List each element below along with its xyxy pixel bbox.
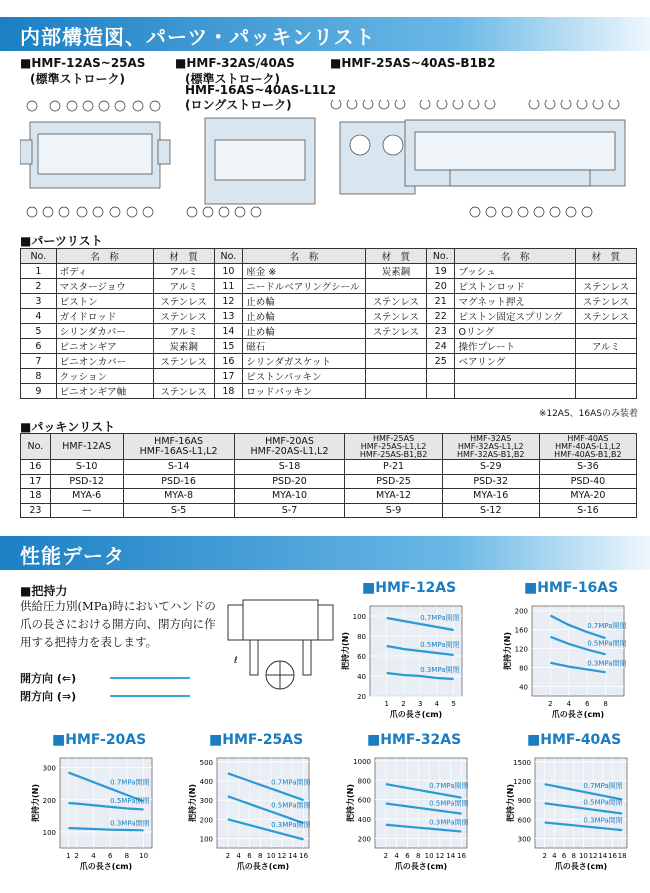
x-tick-label: 16 <box>299 852 309 860</box>
x-tick-label: 4 <box>91 852 96 860</box>
y-tick-label: 40 <box>357 673 366 681</box>
part-name: シリンダガスケット <box>243 354 366 369</box>
part-name: 座金 ※ <box>243 264 366 279</box>
x-tick-label: 2 <box>383 852 389 860</box>
packing-cell: 18 <box>21 489 51 504</box>
legend-close-label: 閉方向 (⇒) <box>20 690 77 703</box>
y-tick-label: 500 <box>199 758 213 767</box>
series-label: 0.5MPa開閉 <box>110 796 150 805</box>
y-tick-label: 80 <box>519 664 528 673</box>
packing-cell: PSD-16 <box>123 474 234 489</box>
y-tick-label: 1200 <box>513 777 531 786</box>
parts-row <box>21 324 637 339</box>
part-name: 止め輪 <box>243 294 366 309</box>
chart-title: ■HMF-16AS <box>524 580 619 596</box>
y-axis-label: 把持力(N) <box>346 783 355 823</box>
part-no: 17 <box>214 369 243 384</box>
part-material: ステンレス <box>153 309 214 324</box>
part-material <box>365 279 426 294</box>
y-tick-label: 20 <box>357 693 366 701</box>
part-material: ステンレス <box>575 294 636 309</box>
series-label: 0.3MPa開閉 <box>110 819 150 828</box>
packing-cell: MYA-20 <box>539 489 636 504</box>
part-material: アルミ <box>153 264 214 279</box>
y-tick-label: 200 <box>199 816 213 825</box>
packing-header-row <box>21 434 637 460</box>
packing-cell: MYA-12 <box>345 489 442 504</box>
part-material: ステンレス <box>365 309 426 324</box>
x-axis-label: 爪の長さ(cm) <box>389 710 443 719</box>
part-material <box>575 354 636 369</box>
chart-hmf-12as <box>340 580 462 719</box>
series-label: 0.5MPa開閉 <box>429 799 469 808</box>
part-no: 18 <box>214 384 243 399</box>
chart-hmf-32as <box>345 732 468 871</box>
packing-cell: 16 <box>21 460 51 475</box>
parts-list-title: ■パーツリスト <box>20 234 103 248</box>
part-no: 23 <box>426 324 455 339</box>
packing-body <box>21 460 637 518</box>
y-tick-label: 100 <box>352 613 366 621</box>
y-axis-label: 把持力(N) <box>503 631 512 671</box>
part-no: 15 <box>214 339 243 354</box>
part-name: ニードルベアリングシール <box>243 279 366 294</box>
part-no: 10 <box>214 264 243 279</box>
y-tick-label: 600 <box>517 816 531 825</box>
packing-cell: PSD-12 <box>50 474 123 489</box>
series-label: 0.3MPa開閉 <box>420 666 460 674</box>
x-tick-label: 12 <box>588 852 598 860</box>
section-banner-structure <box>0 17 650 51</box>
chart-title: ■HMF-40AS <box>527 732 622 748</box>
part-name: ピニオンカバー <box>56 354 153 369</box>
section-banner-performance <box>0 536 650 570</box>
series-label: 0.3MPa開閉 <box>271 820 311 829</box>
x-axis-label: 爪の長さ(cm) <box>551 710 605 719</box>
packing-cell: S-9 <box>345 503 442 518</box>
part-name: 止め輪 <box>243 309 366 324</box>
h-no-1: No. <box>21 249 57 264</box>
packing-cell: PSD-20 <box>234 474 345 489</box>
x-tick-label: 2 <box>74 852 79 860</box>
packing-cell: PSD-32 <box>442 474 539 489</box>
part-material <box>365 369 426 384</box>
y-tick-label: 200 <box>42 796 56 805</box>
part-material: ステンレス <box>575 279 636 294</box>
x-axis-label: 爪の長さ(cm) <box>554 862 608 871</box>
parts-row <box>21 369 637 384</box>
part-material <box>365 354 426 369</box>
packing-header: HMF-32AS HMF-32AS-L1,L2 HMF-32AS-B1,B2 <box>442 434 539 460</box>
part-no <box>426 384 455 399</box>
packing-cell: S-29 <box>442 460 539 475</box>
grip-force-charts <box>0 570 650 893</box>
banner-title: 内部構造図、パーツ・パッキンリスト <box>20 25 376 49</box>
part-no: 21 <box>426 294 455 309</box>
diagram1-title: ■HMF-12AS~25AS <box>20 56 146 70</box>
x-tick-label: 4 <box>434 700 440 708</box>
part-name: 操作プレート <box>455 339 575 354</box>
part-name: ピストン固定スプリング <box>455 309 575 324</box>
diagram2-sub2: HMF-16AS~40AS-L1L2 <box>185 83 337 97</box>
part-name: 止め輪 <box>243 324 366 339</box>
x-tick-label: 3 <box>417 700 423 708</box>
part-no: 13 <box>214 309 243 324</box>
legend-open-label: 開方向 (⇐) <box>20 672 77 685</box>
y-axis-label: 把持力(N) <box>31 783 40 823</box>
packing-cell: S-10 <box>50 460 123 475</box>
chart-hmf-20as <box>30 732 152 871</box>
y-axis-label: 把持力(N) <box>188 783 197 823</box>
part-no: 4 <box>21 309 57 324</box>
x-tick-label: 4 <box>236 852 241 860</box>
x-tick-label: 14 <box>446 852 456 860</box>
plot-area <box>532 606 627 696</box>
x-tick-label: 16 <box>608 852 617 860</box>
packing-cell: MYA-10 <box>234 489 345 504</box>
part-no: 12 <box>214 294 243 309</box>
packing-cell: S-12 <box>442 503 539 518</box>
part-material <box>365 339 426 354</box>
x-axis-label: 爪の長さ(cm) <box>79 862 133 871</box>
parts-header-row <box>21 249 637 264</box>
h-mat-1: 材 質 <box>153 249 214 264</box>
x-tick-label: 4 <box>566 700 572 708</box>
packing-cell: P-21 <box>345 460 442 475</box>
parts-row <box>21 294 637 309</box>
series-label: 0.7MPa開閉 <box>587 622 627 631</box>
x-tick-label: 1 <box>384 700 389 708</box>
part-material: ステンレス <box>575 309 636 324</box>
part-no <box>426 369 455 384</box>
series-label: 0.7MPa開閉 <box>420 614 460 622</box>
part-no: 1 <box>21 264 57 279</box>
part-material: ステンレス <box>153 354 214 369</box>
y-tick-label: 300 <box>42 764 56 773</box>
part-no: 20 <box>426 279 455 294</box>
part-no: 8 <box>21 369 57 384</box>
packing-cell: MYA-16 <box>442 489 539 504</box>
x-tick-label: 1 <box>66 852 71 860</box>
y-tick-label: 400 <box>357 815 371 824</box>
h-no-3: No. <box>426 249 455 264</box>
part-name: ピニオンギア <box>56 339 153 354</box>
part-material: 炭素鋼 <box>153 339 214 354</box>
chart-hmf-25as <box>187 732 310 871</box>
x-tick-label: 5 <box>451 700 456 708</box>
part-name: ピニオンギア軸 <box>56 384 153 399</box>
part-name: ブッシュ <box>455 264 575 279</box>
packing-header: HMF-12AS <box>50 434 123 460</box>
y-axis-label: 把持力(N) <box>506 783 515 823</box>
diagram1-subtitle: (標準ストローク) <box>30 72 125 86</box>
part-material: ステンレス <box>153 294 214 309</box>
x-tick-label: 6 <box>107 852 113 860</box>
part-name: ベアリング <box>455 354 575 369</box>
part-material <box>575 384 636 399</box>
part-material <box>575 264 636 279</box>
packing-header: HMF-16AS HMF-16AS-L1,L2 <box>123 434 234 460</box>
chart-hmf-16as <box>502 580 627 719</box>
y-tick-label: 100 <box>42 828 56 837</box>
part-name: マグネット押え <box>455 294 575 309</box>
packing-table <box>20 433 637 518</box>
part-no: 25 <box>426 354 455 369</box>
diagram2-sub3: (ロングストローク) <box>185 98 292 112</box>
grip-title: ■把持力 <box>20 584 68 598</box>
y-axis-label: 把持力(N) <box>341 631 350 671</box>
y-tick-label: 40 <box>519 683 528 692</box>
internal-structure-drawing <box>20 100 640 222</box>
y-tick-label: 400 <box>199 777 213 786</box>
part-name: ボディ <box>56 264 153 279</box>
part-name <box>455 369 575 384</box>
part-no: 11 <box>214 279 243 294</box>
part-name: Oリング <box>455 324 575 339</box>
part-material: ステンレス <box>365 324 426 339</box>
x-tick-label: 4 <box>394 852 399 860</box>
packing-header: No. <box>21 434 51 460</box>
x-tick-label: 2 <box>548 700 553 708</box>
part-name: ピストンパッキン <box>243 369 366 384</box>
y-tick-label: 800 <box>357 777 371 786</box>
x-tick-label: 8 <box>258 852 263 860</box>
x-tick-label: 10 <box>266 852 276 860</box>
part-no: 22 <box>426 309 455 324</box>
packing-row <box>21 503 637 518</box>
diagram3-title: ■HMF-25AS~40AS-B1B2 <box>330 56 496 70</box>
part-name: シリンダカバー <box>56 324 153 339</box>
part-no: 3 <box>21 294 57 309</box>
diagram2-sub1: (標準ストローク) <box>185 72 280 86</box>
series-label: 0.7MPa開閉 <box>271 778 311 787</box>
parts-row <box>21 279 637 294</box>
y-tick-label: 200 <box>357 835 371 844</box>
diagram2-title: ■HMF-32AS/40AS <box>175 56 295 70</box>
part-no: 24 <box>426 339 455 354</box>
part-name: ロッドパッキン <box>243 384 366 399</box>
banner-title: 性能データ <box>20 544 125 568</box>
x-tick-label: 8 <box>571 852 576 860</box>
x-tick-label: 2 <box>225 852 231 860</box>
part-no: 16 <box>214 354 243 369</box>
parts-row <box>21 264 637 279</box>
grip-description: 供給圧力別(MPa)時においてハンドの爪の長さにおける開方向、閉方向に作用する把持力を表します。 <box>20 599 216 649</box>
part-name: ピストンロッド <box>455 279 575 294</box>
part-material: アルミ <box>153 324 214 339</box>
y-tick-label: 1000 <box>353 757 371 766</box>
parts-row <box>21 384 637 399</box>
chart-hmf-40as <box>505 732 627 871</box>
y-tick-label: 900 <box>517 797 531 806</box>
y-tick-label: 300 <box>517 835 531 844</box>
packing-cell: S-16 <box>539 503 636 518</box>
part-name: ピストン <box>56 294 153 309</box>
packing-list-title: ■パッキンリスト <box>20 420 115 434</box>
h-mat-3: 材 質 <box>575 249 636 264</box>
part-no: 9 <box>21 384 57 399</box>
packing-header: HMF-25AS HMF-25AS-L1,L2 HMF-25AS-B1,B2 <box>345 434 442 460</box>
x-axis-label: 爪の長さ(cm) <box>236 862 290 871</box>
series-label: 0.3MPa開閉 <box>429 818 469 827</box>
packing-cell: PSD-25 <box>345 474 442 489</box>
packing-header: HMF-20AS HMF-20AS-L1,L2 <box>234 434 345 460</box>
series-label: 0.5MPa開閉 <box>420 641 460 649</box>
chart-title: ■HMF-25AS <box>209 732 304 748</box>
h-name-3: 名 称 <box>455 249 575 264</box>
series-label: 0.7MPa開閉 <box>429 781 469 790</box>
x-tick-label: 4 <box>552 852 557 860</box>
packing-row <box>21 460 637 475</box>
claw-length-label: ℓ <box>234 656 238 666</box>
part-name <box>455 384 575 399</box>
chart-title: ■HMF-32AS <box>367 732 462 748</box>
packing-cell: S-18 <box>234 460 345 475</box>
series-label: 0.3MPa開閉 <box>583 816 623 825</box>
packing-cell: S-5 <box>123 503 234 518</box>
y-tick-label: 60 <box>357 653 366 661</box>
packing-cell: S-14 <box>123 460 234 475</box>
x-tick-label: 6 <box>247 852 252 860</box>
chart-title: ■HMF-12AS <box>362 580 457 596</box>
series-label: 0.5MPa開閉 <box>587 639 627 648</box>
h-name-1: 名 称 <box>56 249 153 264</box>
part-no: 2 <box>21 279 57 294</box>
parts-row <box>21 354 637 369</box>
packing-cell: S-36 <box>539 460 636 475</box>
series-label: 0.7MPa開閉 <box>110 778 150 787</box>
x-tick-label: 6 <box>561 852 567 860</box>
packing-row <box>21 489 637 504</box>
part-name: 磁石 <box>243 339 366 354</box>
series-label: 0.7MPa開閉 <box>583 781 623 790</box>
x-axis-label: 爪の長さ(cm) <box>394 862 448 871</box>
x-tick-label: 14 <box>598 852 608 860</box>
part-no: 19 <box>426 264 455 279</box>
part-material <box>153 369 214 384</box>
packing-cell: 17 <box>21 474 51 489</box>
x-tick-label: 12 <box>277 852 287 860</box>
y-tick-label: 100 <box>199 835 213 844</box>
part-material: ステンレス <box>365 294 426 309</box>
part-no: 6 <box>21 339 57 354</box>
y-tick-label: 160 <box>514 626 528 635</box>
parts-table <box>20 248 637 399</box>
part-name: ガイドロッド <box>56 309 153 324</box>
packing-cell: 23 <box>21 503 51 518</box>
packing-cell: MYA-6 <box>50 489 123 504</box>
packing-cell: — <box>50 503 123 518</box>
part-material <box>365 384 426 399</box>
x-tick-label: 10 <box>578 852 588 860</box>
series-label: 0.5MPa開閉 <box>583 798 623 807</box>
x-tick-label: 2 <box>542 852 547 860</box>
part-no: 5 <box>21 324 57 339</box>
part-material <box>575 369 636 384</box>
packing-cell: MYA-8 <box>123 489 234 504</box>
x-tick-label: 2 <box>401 700 406 708</box>
parts-row <box>21 309 637 324</box>
x-tick-label: 6 <box>584 700 590 708</box>
x-tick-label: 10 <box>139 852 149 860</box>
series-label: 0.3MPa開閉 <box>587 659 627 668</box>
y-tick-label: 80 <box>357 633 366 641</box>
y-tick-label: 200 <box>514 607 528 616</box>
parts-body <box>21 264 637 399</box>
part-material: 炭素鋼 <box>365 264 426 279</box>
x-tick-label: 16 <box>457 852 467 860</box>
parts-row <box>21 339 637 354</box>
series-label: 0.5MPa開閉 <box>271 801 311 810</box>
h-no-2: No. <box>214 249 243 264</box>
parts-note: ※12AS、16ASのみ装着 <box>538 409 638 419</box>
packing-row <box>21 474 637 489</box>
packing-cell: PSD-40 <box>539 474 636 489</box>
h-mat-2: 材 質 <box>365 249 426 264</box>
part-material <box>575 324 636 339</box>
x-tick-label: 8 <box>416 852 421 860</box>
part-no: 7 <box>21 354 57 369</box>
x-tick-label: 6 <box>405 852 410 860</box>
y-tick-label: 600 <box>357 796 371 805</box>
chart-title: ■HMF-20AS <box>52 732 147 748</box>
y-tick-label: 300 <box>199 797 213 806</box>
x-tick-label: 8 <box>124 852 130 860</box>
packing-cell: S-7 <box>234 503 345 518</box>
part-material: ステンレス <box>153 384 214 399</box>
part-no: 14 <box>214 324 243 339</box>
part-name: マスタージョウ <box>56 279 153 294</box>
x-tick-label: 10 <box>424 852 434 860</box>
part-name: クッション <box>56 369 153 384</box>
h-name-2: 名 称 <box>243 249 366 264</box>
x-tick-label: 8 <box>603 700 608 708</box>
packing-header: HMF-40AS HMF-40AS-L1,L2 HMF-40AS-B1,B2 <box>539 434 636 460</box>
part-material: アルミ <box>575 339 636 354</box>
x-tick-label: 14 <box>288 852 298 860</box>
y-tick-label: 120 <box>514 645 528 654</box>
part-material: アルミ <box>153 279 214 294</box>
y-tick-label: 1500 <box>513 758 531 767</box>
x-tick-label: 12 <box>435 852 445 860</box>
x-tick-label: 18 <box>617 852 627 860</box>
